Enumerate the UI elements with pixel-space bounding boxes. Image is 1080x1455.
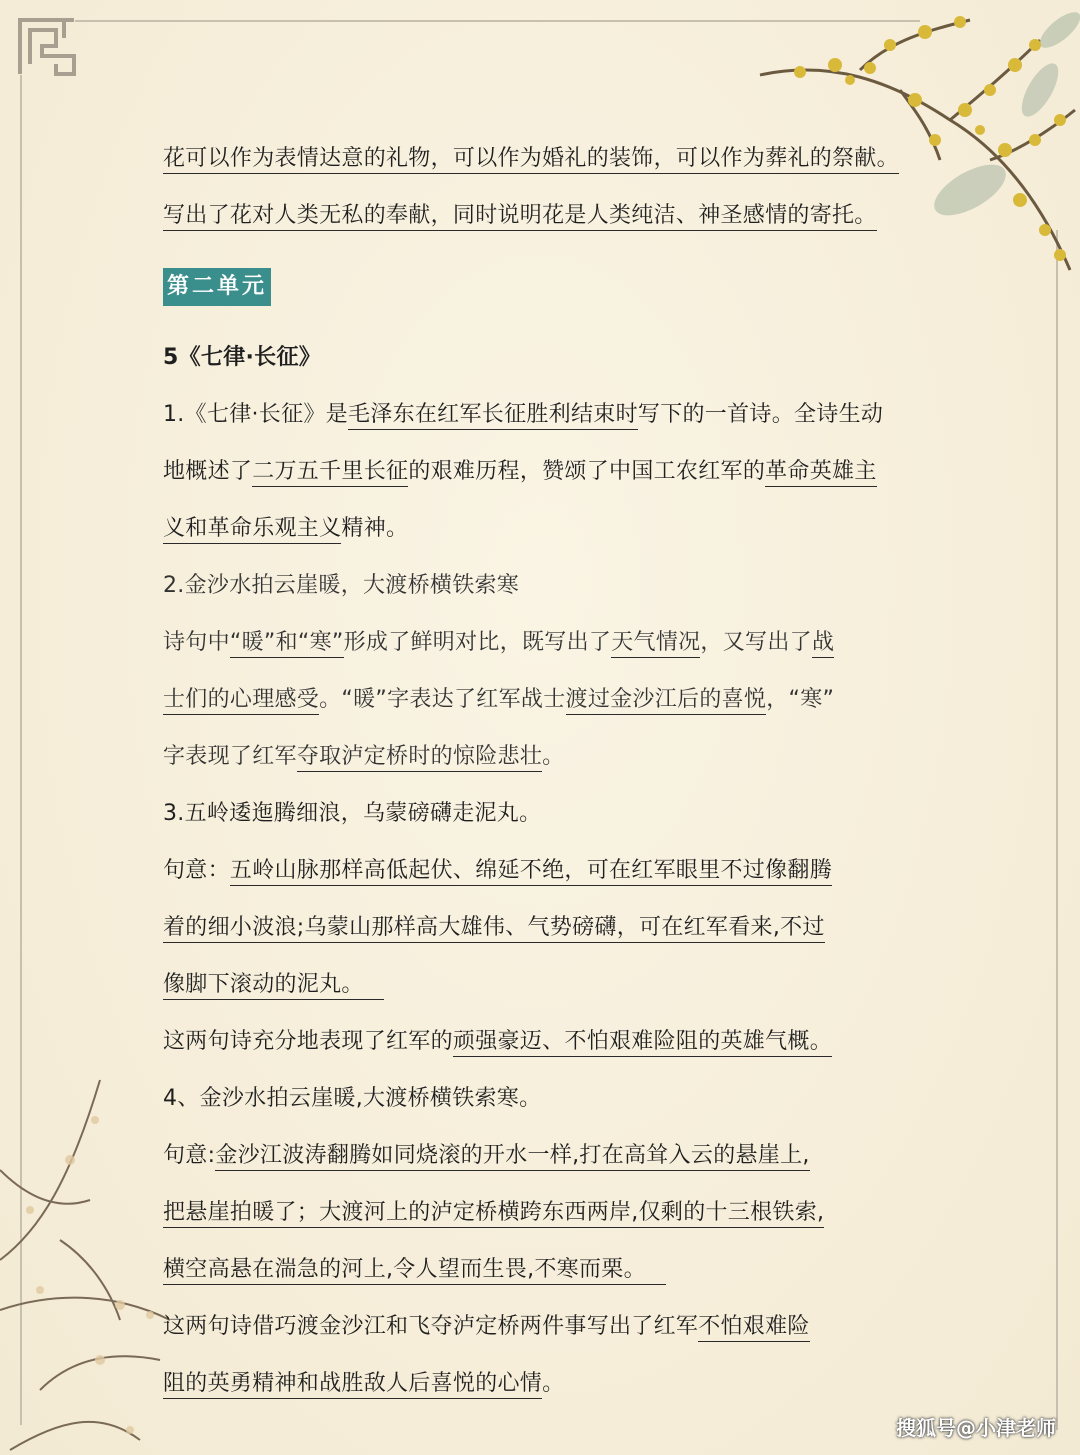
- p2-key-weather: 天气情况: [611, 630, 700, 658]
- intro-text-1: 花可以作为表情达意的礼物，可以作为婚礼的装饰，可以作为葬礼的祭献。: [163, 146, 899, 174]
- p1-line-3: [163, 500, 923, 557]
- p4-key-spirit-2: 阻的英勇精神和战胜敌人后喜悦的心情: [163, 1371, 542, 1399]
- p2-text-a: 诗句中: [163, 630, 230, 655]
- p3-title-text: 3.五岭逶迤腾细浪，乌蒙磅礴走泥丸。: [163, 801, 542, 826]
- p3-line-3: [163, 956, 923, 1013]
- p2-title: [163, 557, 923, 614]
- p4-line-1: [163, 1127, 923, 1184]
- intro-line-2: [163, 187, 923, 244]
- p3-title: [163, 785, 923, 842]
- p2-text-e: ，又写出了: [700, 630, 812, 655]
- intro-line-1: [163, 130, 923, 187]
- p2-key-contrast: “暖”和“寒”: [230, 630, 344, 658]
- p4-line-3: [163, 1241, 923, 1298]
- p3-meaning-1: 五岭山脉那样高低起伏、绵延不绝，可在红军眼里不过像翻腾: [230, 858, 832, 886]
- unit-row: [163, 244, 923, 329]
- p4-title-text: 4、金沙水拍云崖暖,大渡桥横铁索寒。: [163, 1086, 542, 1111]
- p3-key-spirit: 顽强豪迈、不怕艰难险阻的英雄气概。: [453, 1029, 832, 1057]
- p2-key-joy: 渡过金沙江后的喜悦: [566, 687, 767, 715]
- p1-key-long-march: 二万五千里长征: [252, 459, 408, 487]
- p1-key-author-time: 毛泽东在红军长征胜利结束时: [348, 402, 638, 430]
- frame-border-right: [1056, 230, 1058, 1430]
- p4-meaning-1: 金沙江波涛翻腾如同烧滚的开水一样,打在高耸入云的悬崖上,: [215, 1143, 809, 1171]
- p4-line-5: [163, 1355, 923, 1412]
- p3-text-a: 句意：: [163, 858, 230, 883]
- p1-text-i: 精神。: [341, 516, 409, 541]
- notes-content: [163, 130, 923, 1412]
- p4-key-spirit-1: 不怕艰难险: [698, 1314, 810, 1342]
- unit-badge: 第二单元: [163, 268, 271, 306]
- p4-text-a: 句意:: [163, 1143, 216, 1168]
- p4-line-4: [163, 1298, 923, 1355]
- p2-line-1: [163, 614, 923, 671]
- p4-meaning-3: 横空高悬在湍急的河上,令人望而生畏,不寒而栗。: [163, 1257, 666, 1285]
- p4-meaning-2: 把悬崖拍暖了；大渡河上的泸定桥横跨东西两岸,仅剩的十三根铁索,: [163, 1200, 824, 1228]
- p2-text-h: 。“暖”字表达了红军战士: [319, 687, 566, 712]
- p1-text-c: 写下的一首诗。全诗生动: [637, 402, 884, 427]
- p1-key-heroism-2: 义和革命乐观主义: [163, 516, 341, 544]
- p4-text-h: 。: [542, 1371, 565, 1396]
- watermark: 搜狐号@小津老师: [896, 1416, 1056, 1440]
- lesson-title: 5《七律·长征》: [163, 345, 322, 370]
- p2-text-m: 。: [542, 744, 565, 769]
- p3-line-1: [163, 842, 923, 899]
- p1-key-heroism-1: 革命英雄主: [765, 459, 877, 487]
- p2-text-k: 字表现了红军: [163, 744, 297, 769]
- p4-text-e: 这两句诗借巧渡金沙江和飞夺泸定桥两件事写出了红军: [163, 1314, 699, 1339]
- p2-text-c: 形成了鲜明对比，既写出了: [343, 630, 612, 655]
- p1-text-f: 的艰难历程，赞颂了中国工农红军的: [408, 459, 766, 484]
- p2-line-2: [163, 671, 923, 728]
- p3-line-4: [163, 1013, 923, 1070]
- p2-text-j: ，“寒”: [766, 687, 835, 712]
- p2-line-3: [163, 728, 923, 785]
- p3-text-e: 这两句诗充分地表现了红军的: [163, 1029, 453, 1054]
- p3-line-2: [163, 899, 923, 956]
- p2-key-peril: 夺取泸定桥时的惊险悲壮: [297, 744, 542, 772]
- p2-key-feeling-1: 战: [812, 630, 834, 658]
- intro-text-2: 写出了花对人类无私的奉献，同时说明花是人类纯洁、神圣感情的寄托。: [163, 203, 877, 231]
- corner-ornament-icon: [16, 16, 78, 78]
- p4-line-2: [163, 1184, 923, 1241]
- p1-text-a: 1.《七律·长征》是: [163, 402, 348, 427]
- p2-title-text: 2.金沙水拍云崖暖，大渡桥横铁索寒: [163, 573, 520, 598]
- p1-line-1: [163, 386, 923, 443]
- p1-text-d: 地概述了: [163, 459, 253, 484]
- p1-line-2: [163, 443, 923, 500]
- p3-meaning-3: 像脚下滚动的泥丸。: [163, 972, 384, 1000]
- lesson-title-row: [163, 329, 923, 386]
- p2-key-feeling-2: 士们的心理感受: [163, 687, 319, 715]
- p3-meaning-2: 着的细小波浪;乌蒙山那样高大雄伟、气势磅礴，可在红军看来,不过: [163, 915, 825, 943]
- p4-title: [163, 1070, 923, 1127]
